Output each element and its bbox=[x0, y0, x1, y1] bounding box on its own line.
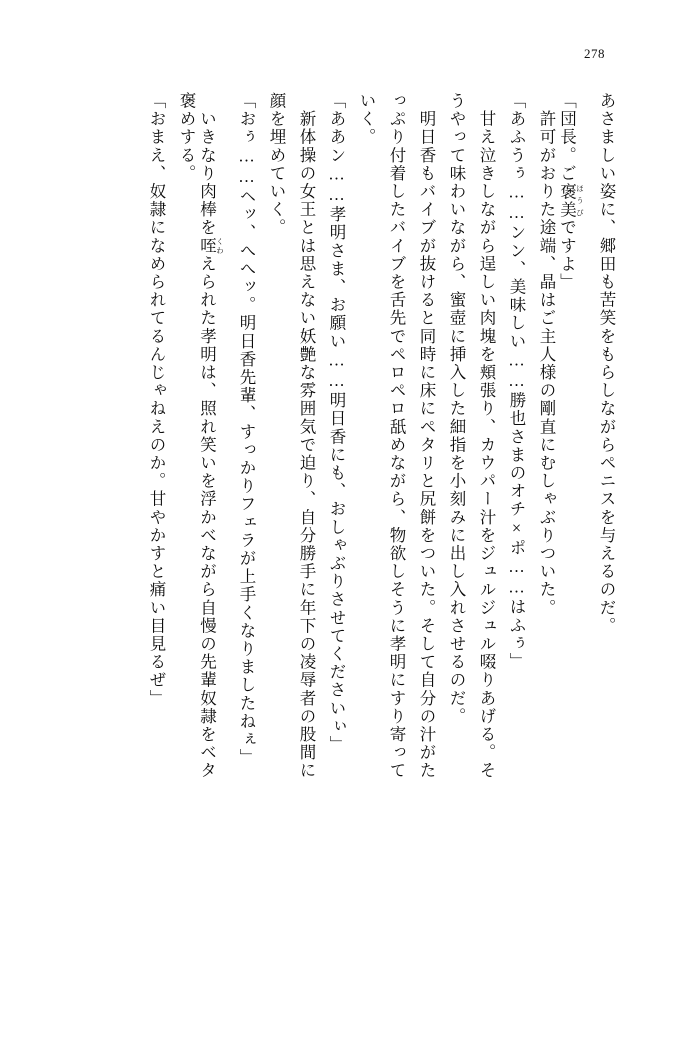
text-line: 「あふうぅ……ンン、美味しい……勝也さまのオチ×ポ……はふぅ」 bbox=[507, 92, 526, 671]
text-line: 新体操の女王とは思えない妖艶な雰囲気で迫り、自分勝手に年下の凌辱者の股間に bbox=[297, 92, 316, 780]
text-line: 「ああン……孝明さま、お願い……明日香にも、おしゃぶりさせてくださいぃ」 bbox=[327, 92, 346, 754]
text-line: 「団長。ご褒美 ほうびですよ」 bbox=[557, 92, 585, 292]
ruby-annotation: 咥 くわ bbox=[197, 236, 225, 255]
text-line: っぷり付着したバイブを舌先でペロペロ舐めながら、物欲しそうに孝明にすり寄って bbox=[387, 92, 406, 780]
text-line: いく。 bbox=[357, 92, 376, 147]
vertical-text-body bbox=[58, 92, 614, 972]
ruby-annotation: 褒美 ほうび bbox=[557, 182, 585, 219]
text-line: 「おまえ、奴隷になめられてるんじゃねえのか。甘やかすと痛い目見るぜ」 bbox=[147, 92, 166, 708]
text-line: うやって味わいながら、蜜壺に挿入した細指を小刻みに出し入れさせるのだ。 bbox=[447, 92, 466, 726]
text-line: 顔を埋めていく。 bbox=[267, 92, 286, 237]
text-line: 許可がおりた途端、晶はご主人様の剛直にむしゃぶりついた。 bbox=[537, 92, 556, 617]
text-line: 褒めする。 bbox=[177, 92, 196, 183]
text-line: 「おぅ……ヘッ、へへッ。明日香先輩、すっかりフェラが上手くなりましたねぇ」 bbox=[237, 92, 256, 767]
text-line: 明日香もバイブが抜けると同時に床にペタリと尻餅をついた。そして自分の汁がた bbox=[417, 92, 436, 780]
text-line: 甘え泣きしながら逞しい肉塊を頬張り、カウパー汁をジュルジュル啜りあげる。そ bbox=[477, 92, 496, 780]
page-number: 278 bbox=[584, 46, 605, 61]
text-line: いきなり肉棒を咥 くわえられた孝明は、照れ笑いを浮かべながら自慢の先輩奴隷をベタ bbox=[197, 92, 225, 780]
text-line: あさましい姿に、郷田も苦笑をもらしながらペニスを与えるのだ。 bbox=[597, 92, 616, 635]
